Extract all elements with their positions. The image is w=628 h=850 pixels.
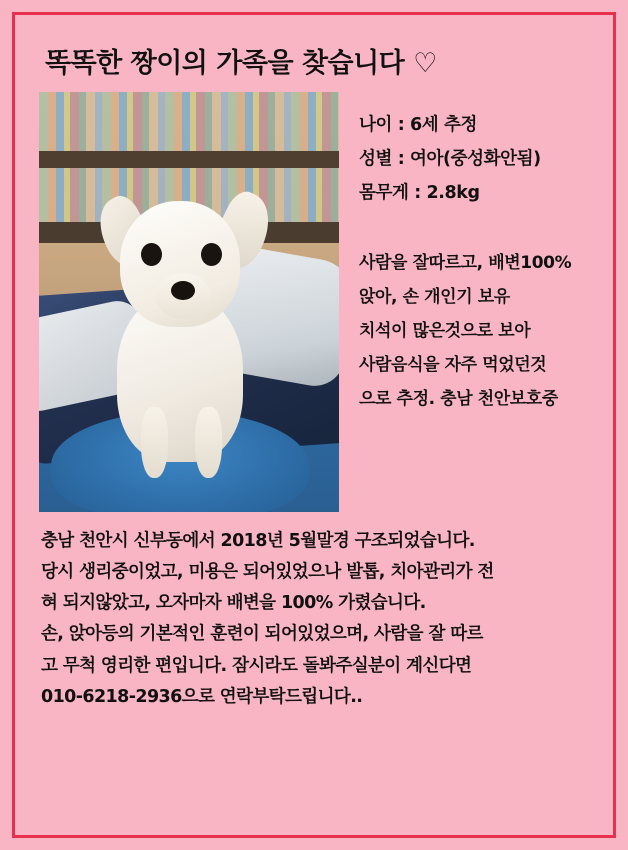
story-line-5: 고 무척 영리한 편입니다. 잠시라도 돌봐주실분이 계신다면 [41, 655, 472, 676]
description-line-2: 앉아, 손 개인기 보유 [359, 287, 510, 308]
fact-age: 나이 : 6세 추정 [359, 115, 477, 135]
dog-photo [39, 92, 339, 512]
facts-spacer [359, 210, 595, 246]
story-line-2: 당시 생리중이었고, 미용은 되어있었으나 발톱, 치아관리가 전 [41, 562, 494, 583]
story-panel [41, 526, 589, 713]
story-line-contact: 010-6218-2936으로 연락부탁드립니다.. [41, 686, 363, 707]
content-row [33, 92, 595, 512]
page-title: 똑똑한 짱이의 가족을 찾습니다 ♡ [45, 48, 437, 79]
facts-panel [359, 92, 595, 416]
story-line-4: 손, 앉아등의 기본적인 훈련이 되어있었으며, 사람을 잘 따르 [41, 624, 483, 645]
dog-leg-right [195, 407, 222, 478]
fact-weight: 몸무게 : 2.8kg [359, 183, 480, 204]
dog-leg-left [141, 407, 168, 478]
story-line-1: 충남 천안시 신부동에서 2018년 5월말경 구조되었습니다. [41, 531, 475, 551]
story-line-3: 혀 되지않았고, 오자마자 배변을 100% 가렸습니다. [41, 593, 426, 614]
fact-sex: 성별 : 여아(중성화안됨) [359, 149, 541, 170]
photo-shelf-board-upper [39, 151, 339, 168]
description-line-1: 사람을 잘따르고, 배변100% [359, 253, 572, 274]
description-line-5: 으로 추정. 충남 천안보호중 [359, 389, 558, 410]
poster-frame [12, 12, 616, 838]
dog-nose [171, 281, 195, 300]
description-line-4: 사람음식을 자주 먹었던것 [359, 355, 547, 376]
description-line-3: 치석이 많은것으로 보아 [359, 321, 531, 342]
